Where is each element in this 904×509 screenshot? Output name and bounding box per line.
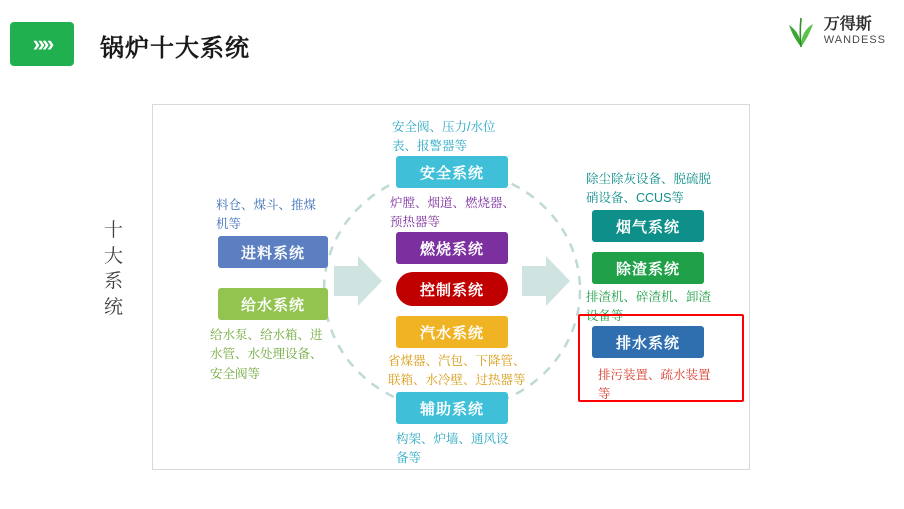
node-steam-water-system[interactable]: 汽水系统 bbox=[396, 316, 508, 348]
caption-combustion-system: 炉膛、烟道、燃烧器、预热器等 bbox=[390, 196, 516, 230]
brand-text bbox=[824, 16, 886, 46]
node-auxiliary-system[interactable]: 辅助系统 bbox=[396, 392, 508, 424]
side-label: 十大系统 bbox=[103, 220, 124, 318]
brand-name-cn: 万得斯 bbox=[823, 16, 872, 34]
double-chevron-right-icon bbox=[10, 22, 74, 66]
node-safety-system[interactable]: 安全系统 bbox=[396, 156, 508, 188]
caption-flue-gas-system: 除尘除灰设备、脱硫脱硝设备、CCUS等 bbox=[586, 172, 712, 206]
node-slag-removal-system[interactable]: 除渣系统 bbox=[592, 252, 704, 284]
brand-logo bbox=[786, 14, 886, 48]
brand-name-en: WANDESS bbox=[823, 33, 886, 46]
node-combustion-system[interactable]: 燃烧系统 bbox=[396, 232, 508, 264]
page-title: 锅炉十大系统 bbox=[100, 35, 250, 62]
caption-drainage-system: 排污装置、疏水装置等 bbox=[598, 368, 711, 402]
caption-water-supply-system: 给水泵、给水箱、进水管、水处理设备、安全阀等 bbox=[210, 328, 323, 381]
caption-safety-system: 安全阀、压力/水位表、报警器等 bbox=[392, 120, 496, 154]
node-flue-gas-system[interactable]: 烟气系统 bbox=[592, 210, 704, 242]
node-drainage-system[interactable]: 排水系统 bbox=[592, 326, 704, 358]
node-control-system[interactable]: 控制系统 bbox=[396, 272, 508, 306]
node-feed-system[interactable]: 进料系统 bbox=[218, 236, 328, 268]
node-water-supply-system[interactable]: 给水系统 bbox=[218, 288, 328, 320]
chevron-glyph: »» bbox=[32, 31, 52, 56]
caption-feed-system: 料仓、煤斗、推煤机等 bbox=[216, 198, 317, 232]
caption-slag-removal-system: 排渣机、碎渣机、卸渣设备等 bbox=[586, 290, 712, 324]
caption-auxiliary-system: 构架、炉墙、通风设备等 bbox=[396, 432, 509, 466]
leaf-icon bbox=[786, 14, 816, 48]
caption-steam-water-system: 省煤器、汽包、下降管、联箱、水冷壁、过热器等 bbox=[388, 354, 526, 388]
